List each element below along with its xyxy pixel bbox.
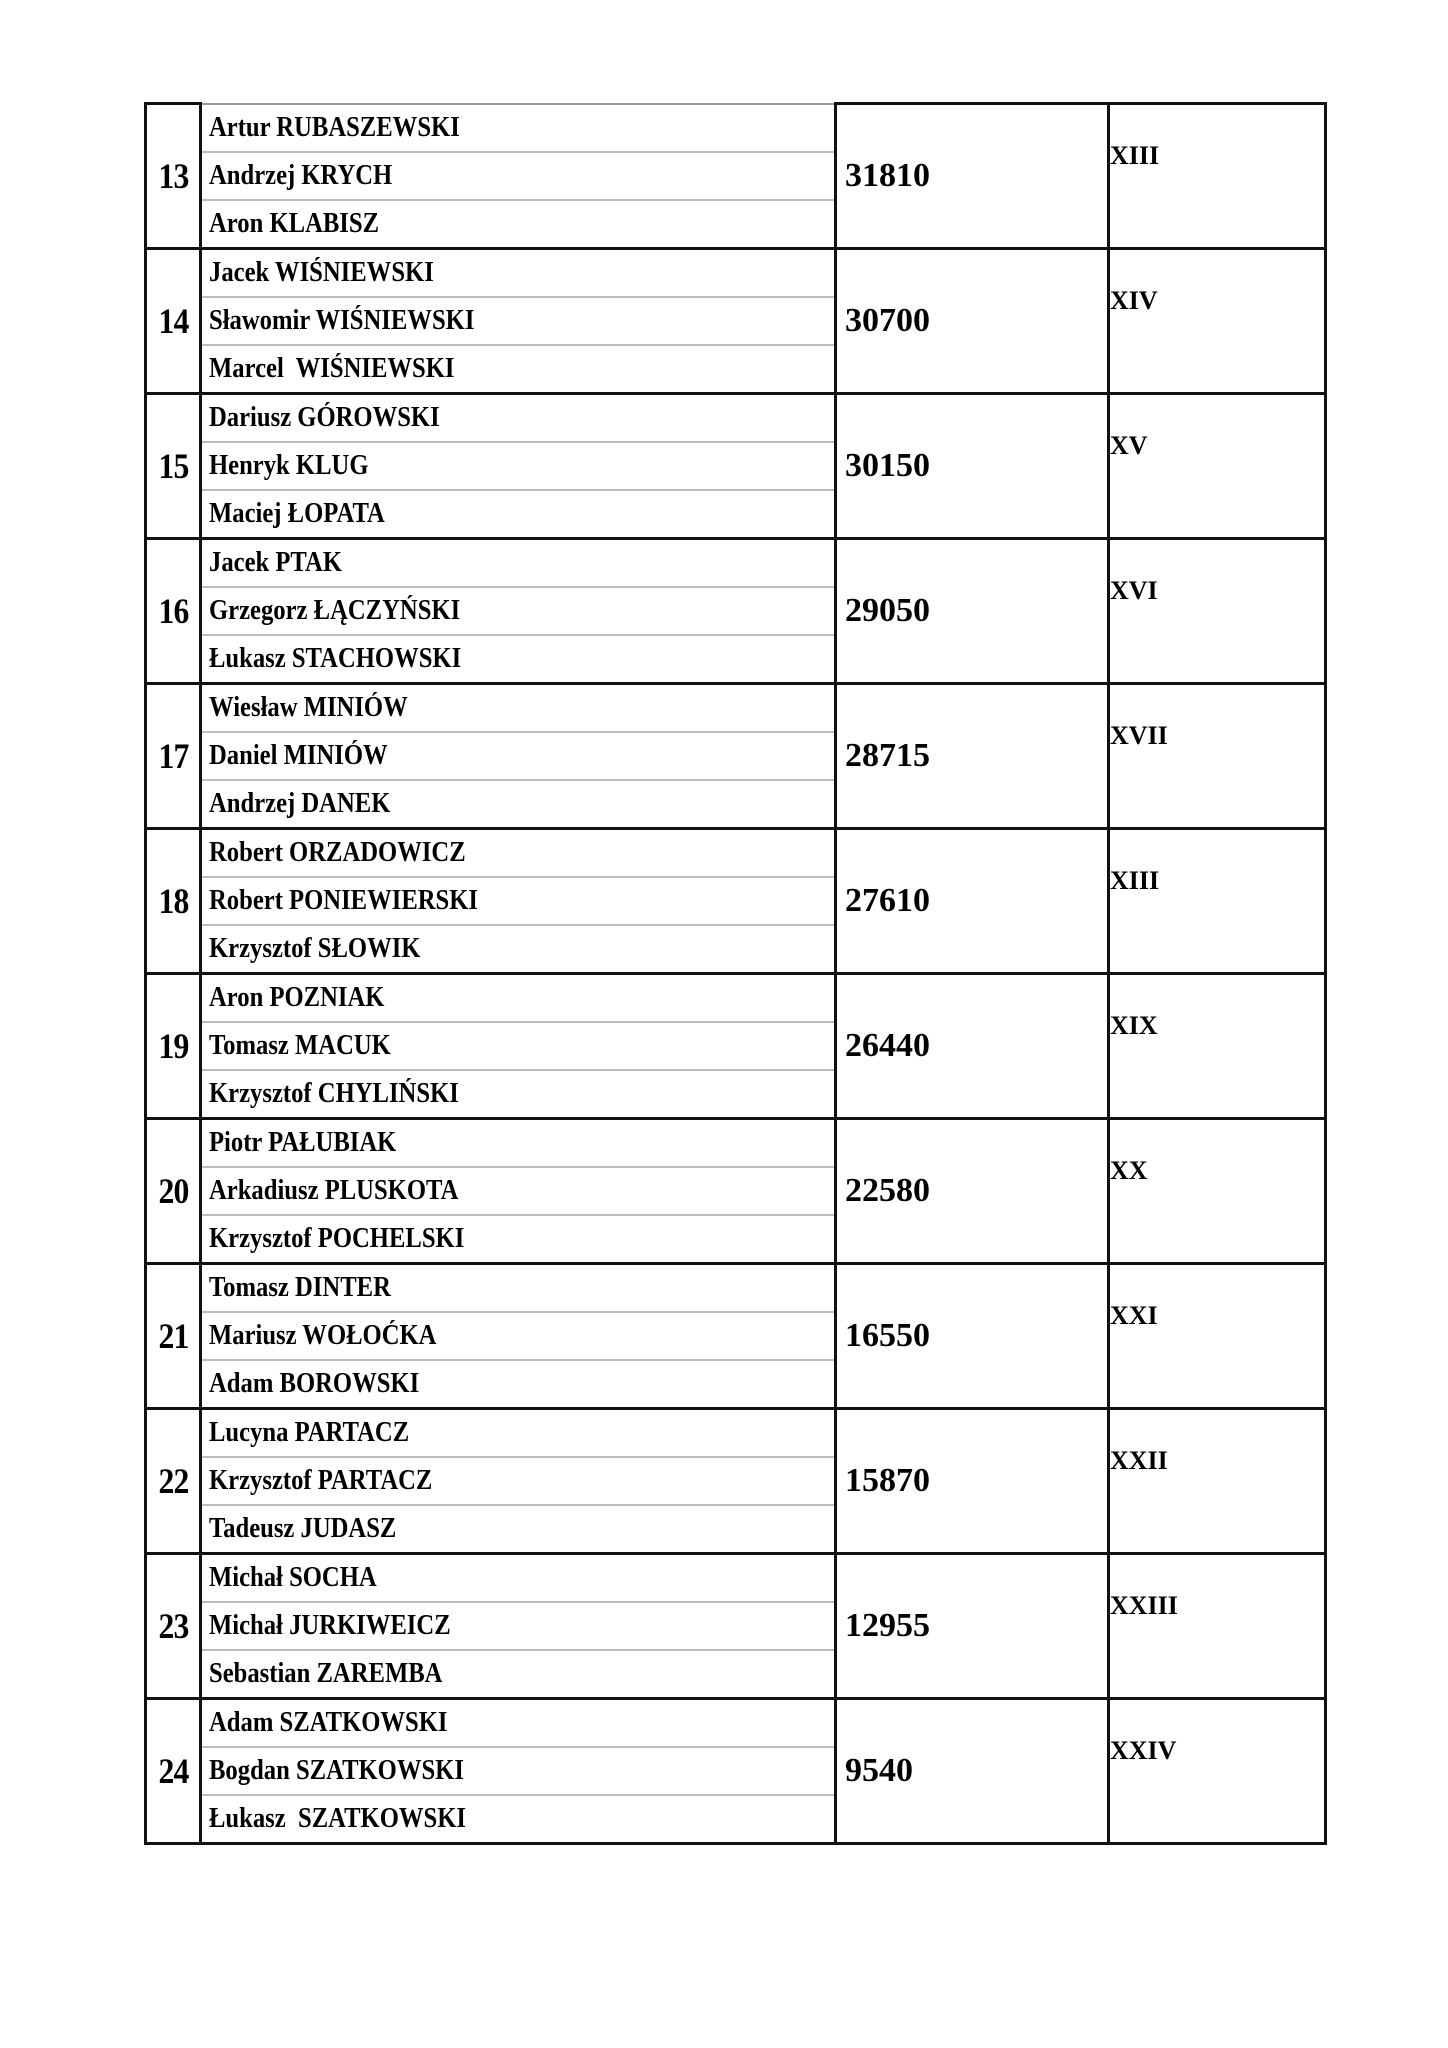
member-name-row	[202, 830, 834, 876]
class-cell	[1109, 538, 1326, 683]
score-value: 26440	[845, 1026, 930, 1064]
member-name: Robert ORZADOWICZ	[209, 836, 466, 868]
score-value: 30700	[845, 301, 930, 339]
class-roman-numeral: XIII	[1110, 865, 1160, 895]
names-cell	[201, 973, 836, 1118]
score-value: 28715	[845, 736, 930, 774]
team-row	[146, 1698, 1326, 1843]
names-cell	[201, 683, 836, 828]
names-cell	[201, 1408, 836, 1553]
rank-cell	[149, 1263, 197, 1408]
results-body	[146, 104, 1326, 1844]
team-row	[146, 1263, 1326, 1408]
score-value: 27610	[845, 881, 930, 919]
member-name-row	[202, 105, 834, 151]
member-name-row	[202, 1410, 834, 1456]
score-cell	[836, 1118, 1109, 1263]
member-name-row	[202, 151, 834, 199]
class-roman-numeral: XV	[1110, 430, 1148, 460]
member-name-row	[202, 1214, 834, 1262]
member-name-row	[202, 1021, 834, 1069]
member-name: Robert PONIEWIERSKI	[209, 884, 479, 916]
member-name: Krzysztof PARTACZ	[209, 1464, 433, 1496]
class-roman-numeral: XXI	[1110, 1300, 1158, 1330]
class-cell	[1109, 1698, 1326, 1843]
team-row	[146, 973, 1326, 1118]
names-cell	[201, 104, 836, 249]
member-list	[202, 975, 834, 1117]
member-name-row	[202, 250, 834, 296]
rank-number: 16	[158, 590, 188, 631]
rank-cell	[149, 248, 197, 393]
member-name: Sławomir WIŚNIEWSKI	[209, 304, 475, 336]
team-row	[146, 1118, 1326, 1263]
class-cell	[1109, 248, 1326, 393]
team-row	[146, 683, 1326, 828]
rank-number: 24	[158, 1750, 188, 1791]
member-name: Daniel MINIÓW	[209, 739, 388, 771]
score-value: 22580	[845, 1171, 930, 1209]
member-name-row	[202, 1069, 834, 1117]
member-name: Andrzej DANEK	[209, 787, 391, 819]
score-cell	[836, 1553, 1109, 1698]
member-name-row	[202, 586, 834, 634]
score-cell	[836, 538, 1109, 683]
names-cell	[201, 1263, 836, 1408]
score-value: 9540	[845, 1751, 913, 1789]
class-cell	[1109, 683, 1326, 828]
rank-cell	[149, 973, 197, 1118]
rank-number: 22	[158, 1460, 188, 1501]
rank-number: 13	[158, 155, 188, 196]
member-name-row	[202, 441, 834, 489]
member-list	[202, 1700, 834, 1842]
member-name: Łukasz STACHOWSKI	[209, 642, 462, 674]
member-name: Jacek WIŚNIEWSKI	[209, 256, 434, 288]
member-name-row	[202, 1456, 834, 1504]
rank-cell	[149, 538, 197, 683]
member-name-row	[202, 489, 834, 537]
member-name-row	[202, 924, 834, 972]
rank-number: 23	[158, 1605, 188, 1646]
class-cell	[1109, 1263, 1326, 1408]
member-name: Adam BOROWSKI	[209, 1367, 420, 1399]
member-name: Aron POZNIAK	[209, 981, 385, 1013]
member-name: Sebastian ZAREMBA	[209, 1657, 443, 1689]
member-name: Krzysztof POCHELSKI	[209, 1222, 465, 1254]
rank-cell	[149, 393, 197, 538]
member-name: Jacek PTAK	[209, 546, 343, 578]
member-name: Krzysztof SŁOWIK	[209, 932, 421, 964]
class-roman-numeral: XVI	[1110, 575, 1158, 605]
member-name: Arkadiusz PLUSKOTA	[209, 1174, 459, 1206]
member-name: Tomasz DINTER	[209, 1271, 391, 1303]
rank-cell	[149, 683, 197, 828]
member-name-row	[202, 1265, 834, 1311]
member-name: Aron KLABISZ	[209, 207, 380, 239]
names-cell	[201, 538, 836, 683]
member-name: Krzysztof CHYLIŃSKI	[209, 1077, 459, 1109]
member-name: Marcel WIŚNIEWSKI	[209, 352, 455, 384]
member-list	[202, 1410, 834, 1552]
member-name: Wiesław MINIÓW	[209, 691, 408, 723]
member-name-row	[202, 1311, 834, 1359]
team-row	[146, 248, 1326, 393]
class-cell	[1109, 828, 1326, 973]
member-name: Bogdan SZATKOWSKI	[209, 1754, 464, 1786]
score-value: 30150	[845, 446, 930, 484]
rank-number: 14	[158, 300, 188, 341]
member-name-row	[202, 876, 834, 924]
class-cell	[1109, 1553, 1326, 1698]
score-cell	[836, 973, 1109, 1118]
member-name-row	[202, 540, 834, 586]
member-list	[202, 1120, 834, 1262]
score-cell	[836, 828, 1109, 973]
rank-cell	[149, 1553, 197, 1698]
rank-number: 21	[158, 1315, 188, 1356]
member-name-row	[202, 1504, 834, 1552]
member-name-row	[202, 779, 834, 827]
results-table	[144, 102, 1327, 1845]
class-roman-numeral: XIV	[1110, 285, 1158, 315]
member-list	[202, 830, 834, 972]
member-name-row	[202, 634, 834, 682]
score-cell	[836, 248, 1109, 393]
score-cell	[836, 1408, 1109, 1553]
rank-number: 19	[158, 1025, 188, 1066]
member-name: Łukasz SZATKOWSKI	[209, 1802, 466, 1834]
member-list	[202, 250, 834, 392]
member-name: Tadeusz JUDASZ	[209, 1512, 397, 1544]
rank-number: 17	[158, 735, 188, 776]
names-cell	[201, 1698, 836, 1843]
class-cell	[1109, 104, 1326, 249]
member-name: Michał JURKIWEICZ	[209, 1609, 451, 1641]
member-name: Tomasz MACUK	[209, 1029, 391, 1061]
rank-cell	[149, 828, 197, 973]
member-name: Adam SZATKOWSKI	[209, 1706, 448, 1738]
member-name: Maciej ŁOPATA	[209, 497, 385, 529]
member-name-row	[202, 1601, 834, 1649]
names-cell	[201, 1118, 836, 1263]
member-name: Henryk KLUG	[209, 449, 369, 481]
rank-cell	[149, 1698, 197, 1843]
rank-cell	[149, 1408, 197, 1553]
score-cell	[836, 683, 1109, 828]
score-cell	[836, 393, 1109, 538]
rank-number: 20	[158, 1170, 188, 1211]
member-list	[202, 1555, 834, 1697]
team-row	[146, 104, 1326, 249]
score-cell	[836, 104, 1109, 249]
rank-cell	[149, 104, 197, 249]
rank-number: 18	[158, 880, 188, 921]
score-value: 16550	[845, 1316, 930, 1354]
member-name-row	[202, 1120, 834, 1166]
member-list	[202, 1265, 834, 1407]
rank-number: 15	[158, 445, 188, 486]
score-value: 12955	[845, 1606, 930, 1644]
class-cell	[1109, 1408, 1326, 1553]
class-roman-numeral: XXIV	[1110, 1735, 1177, 1765]
member-name-row	[202, 199, 834, 247]
member-name-row	[202, 1359, 834, 1407]
member-name: Lucyna PARTACZ	[209, 1416, 410, 1448]
member-name-row	[202, 1649, 834, 1697]
score-value: 31810	[845, 156, 930, 194]
score-value: 29050	[845, 591, 930, 629]
member-name-row	[202, 1700, 834, 1746]
class-roman-numeral: XIII	[1110, 141, 1160, 170]
class-roman-numeral: XIX	[1110, 1010, 1158, 1040]
member-name-row	[202, 1166, 834, 1214]
names-cell	[201, 248, 836, 393]
names-cell	[201, 828, 836, 973]
member-name-row	[202, 395, 834, 441]
member-name-row	[202, 1746, 834, 1794]
member-name: Andrzej KRYCH	[209, 159, 393, 191]
class-roman-numeral: XX	[1110, 1155, 1148, 1185]
class-roman-numeral: XVII	[1110, 720, 1168, 750]
member-name: Mariusz WOŁOĆKA	[209, 1319, 437, 1351]
member-name: Michał SOCHA	[209, 1561, 377, 1593]
member-list	[202, 395, 834, 537]
member-name: Dariusz GÓROWSKI	[209, 401, 440, 433]
class-roman-numeral: XXII	[1110, 1445, 1168, 1475]
member-name-row	[202, 975, 834, 1021]
member-name-row	[202, 1794, 834, 1842]
team-row	[146, 393, 1326, 538]
member-name-row	[202, 296, 834, 344]
team-row	[146, 1408, 1326, 1553]
member-list	[202, 685, 834, 827]
member-list	[202, 540, 834, 682]
member-name-row	[202, 685, 834, 731]
member-name: Grzegorz ŁĄCZYŃSKI	[209, 594, 461, 626]
score-value: 15870	[845, 1461, 930, 1499]
class-cell	[1109, 973, 1326, 1118]
class-cell	[1109, 1118, 1326, 1263]
member-name-row	[202, 731, 834, 779]
names-cell	[201, 1553, 836, 1698]
class-roman-numeral: XXIII	[1110, 1590, 1178, 1620]
team-row	[146, 828, 1326, 973]
member-name: Artur RUBASZEWSKI	[209, 111, 460, 143]
member-name-row	[202, 344, 834, 392]
names-cell	[201, 393, 836, 538]
team-row	[146, 1553, 1326, 1698]
member-name-row	[202, 1555, 834, 1601]
class-cell	[1109, 393, 1326, 538]
team-row	[146, 538, 1326, 683]
member-name: Piotr PAŁUBIAK	[209, 1126, 397, 1158]
rank-cell	[149, 1118, 197, 1263]
score-cell	[836, 1263, 1109, 1408]
member-list	[202, 105, 834, 247]
score-cell	[836, 1698, 1109, 1843]
